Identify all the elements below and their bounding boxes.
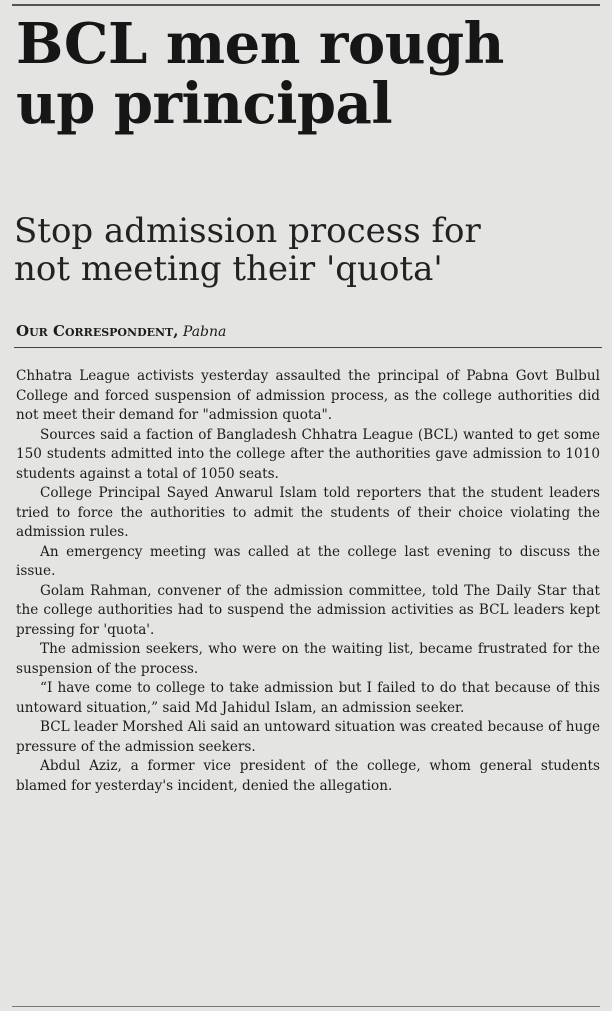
paragraph-9: Abdul Aziz, a former vice president of the college, whom general students blamed for yesterday's incident, denied the allegation.: [16, 758, 600, 794]
headline-line-1: BCL men rough: [16, 11, 504, 77]
byline-rule: [14, 347, 602, 348]
top-rule: [12, 4, 600, 6]
headline: [16, 11, 606, 137]
paragraph-2: Sources said a faction of Bangladesh Chhatra League (BCL) wanted to get some 150 students admitted into the college after the authorities gave admission to 1010 students against a total of 1050 seats.: [16, 426, 600, 482]
subheadline: [14, 212, 604, 288]
bottom-rule: [12, 1006, 600, 1007]
subheadline-line-1: Stop admission process for: [14, 211, 481, 251]
article-body: [16, 367, 600, 796]
headline-line-2: up principal: [16, 71, 393, 137]
paragraph-4: An emergency meeting was called at the college last evening to discuss the issue.: [16, 543, 600, 579]
paragraph-7: “I have come to college to take admission but I failed to do that because of this untoward situation,” said Md Jahidul Islam, an admission seeker.: [16, 680, 600, 716]
paragraph-5: Golam Rahman, convener of the admission committee, told The Daily Star that the college authorities had to suspend the admission activities as BCL leaders kept pressing for 'quota'.: [16, 582, 600, 638]
paragraph-1: Chhatra League activists yesterday assaulted the principal of Pabna Govt Bulbul College and forced suspension of admission process, as the college authorities did not meet their demand for "admission quota".: [16, 368, 600, 423]
byline-name: Our Correspondent,: [16, 322, 179, 340]
paragraph-3: College Principal Sayed Anwarul Islam told reporters that the student leaders tried to force the authorities to admit the students of their choice violating the admission rules.: [16, 485, 600, 540]
byline-location: Pabna: [182, 324, 227, 340]
paragraph-6: The admission seekers, who were on the waiting list, became frustrated for the suspension of the process.: [16, 641, 600, 677]
subheadline-line-2: not meeting their 'quota': [14, 249, 443, 289]
byline: [16, 321, 602, 342]
paragraph-8: BCL leader Morshed Ali said an untoward situation was created because of huge pressure of the admission seekers.: [16, 719, 600, 755]
